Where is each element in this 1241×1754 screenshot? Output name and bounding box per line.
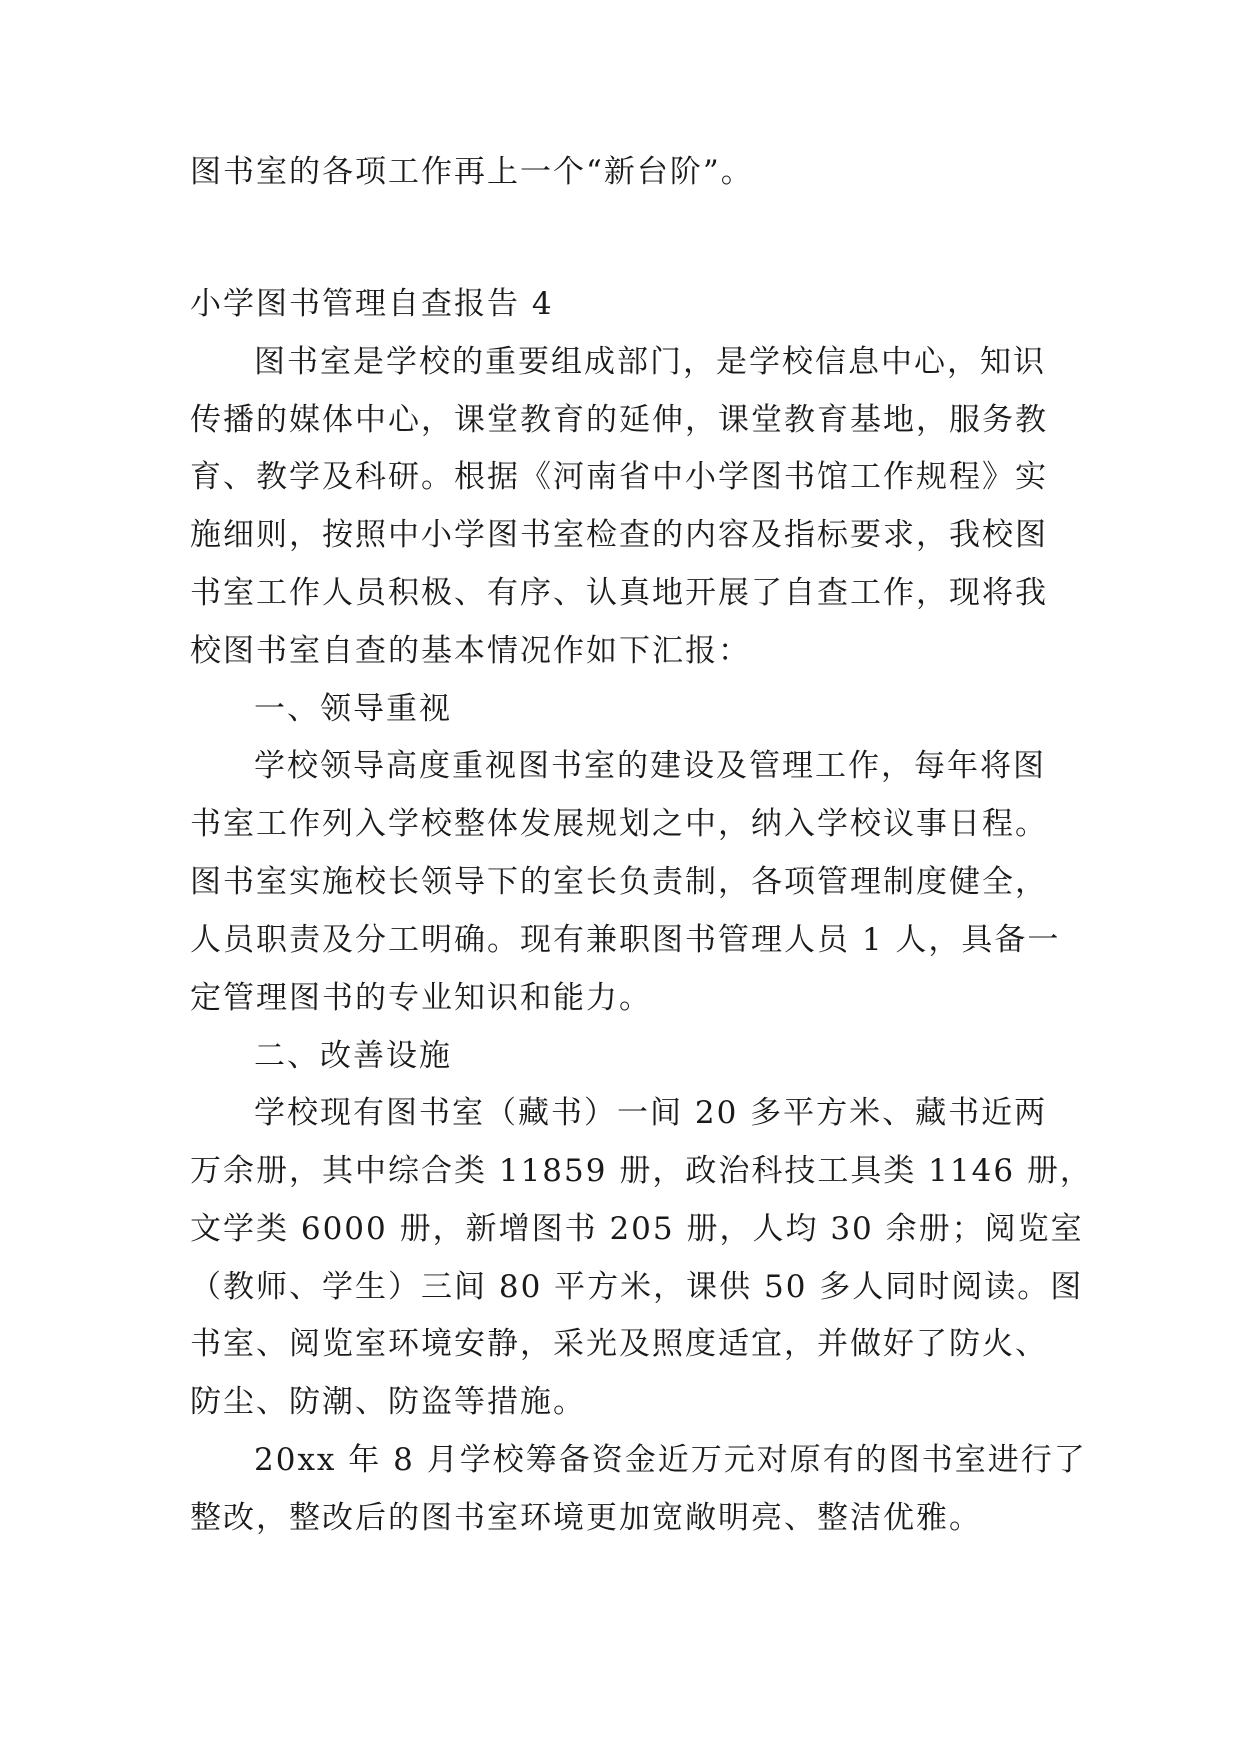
paragraph-line: 书室工作人员积极、有序、认真地开展了自查工作，现将我 bbox=[190, 575, 1048, 611]
section-title: 小学图书管理自查报告 4 bbox=[190, 286, 554, 322]
paragraph-line: 图书室是学校的重要组成部门，是学校信息中心，知识 bbox=[254, 344, 1046, 380]
paragraph-line: 图书室实施校长领导下的室长负责制，各项管理制度健全， bbox=[190, 864, 1048, 900]
paragraph-line: 防尘、防潮、防盗等措施。 bbox=[190, 1384, 586, 1420]
paragraph-line: 万余册，其中综合类 11859 册，政治科技工具类 1146 册， bbox=[190, 1153, 1093, 1189]
paragraph-line: 施细则，按照中小学图书室检查的内容及指标要求，我校图 bbox=[190, 517, 1048, 553]
paragraph-line: 书室工作列入学校整体发展规划之中，纳入学校议事日程。 bbox=[190, 806, 1048, 842]
paragraph-line: 定管理图书的专业知识和能力。 bbox=[190, 980, 652, 1016]
paragraph-line: 学校现有图书室（藏书）一间 20 多平方米、藏书近两 bbox=[254, 1095, 1048, 1131]
paragraph-line: 育、教学及科研。根据《河南省中小学图书馆工作规程》实 bbox=[190, 459, 1048, 495]
paragraph-line: 传播的媒体中心，课堂教育的延伸，课堂教育基地，服务教 bbox=[190, 402, 1048, 438]
paragraph-line: 20xx 年 8 月学校筹备资金近万元对原有的图书室进行了 bbox=[254, 1442, 1087, 1478]
paragraph-line: （教师、学生）三间 80 平方米，课供 50 多人同时阅读。图 bbox=[190, 1269, 1084, 1305]
paragraph-line: 人员职责及分工明确。现有兼职图书管理人员 1 人，具备一 bbox=[190, 922, 1061, 958]
paragraph-line: 校图书室自查的基本情况作如下汇报： bbox=[190, 633, 751, 669]
paragraph-line: 文学类 6000 册，新增图书 205 册，人均 30 余册；阅览室 bbox=[190, 1211, 1084, 1247]
paragraph-line: 书室、阅览室环境安静，采光及照度适宜，并做好了防火、 bbox=[190, 1326, 1048, 1362]
subheading-facilities: 二、改善设施 bbox=[254, 1038, 452, 1074]
paragraph-line: 学校领导高度重视图书室的建设及管理工作，每年将图 bbox=[254, 748, 1046, 784]
paragraph-line: 图书室的各项工作再上一个“新台阶”。 bbox=[190, 154, 754, 190]
paragraph-line: 整改，整改后的图书室环境更加宽敞明亮、整洁优雅。 bbox=[190, 1500, 982, 1536]
subheading-leadership: 一、领导重视 bbox=[254, 691, 452, 727]
